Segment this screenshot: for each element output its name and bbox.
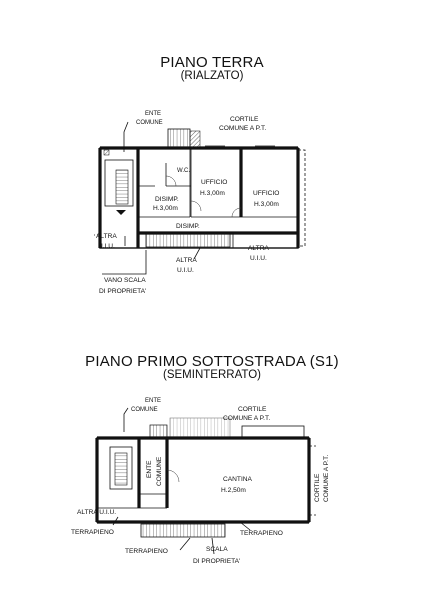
- label-wc: W.C.: [177, 168, 190, 174]
- label-cortile-comune: COMUNE A P.T.: [219, 125, 267, 132]
- label-altra-left: ALTRA: [96, 233, 117, 240]
- label-ufficio-2: UFFICIO: [253, 190, 280, 197]
- label-disimp-1-height: H.3,00m: [153, 205, 178, 212]
- label-disimp-2: DISIMP.: [176, 223, 200, 230]
- ground-floor-subtitle: (RIALZATO): [180, 70, 244, 82]
- label-height-2: H.3,00m: [254, 201, 279, 208]
- label-height-1: H.3,00m: [200, 190, 225, 197]
- ground-floor-plan: [94, 111, 305, 295]
- basement-outline: [97, 438, 309, 522]
- label-cortile-right: CORTILE: [314, 473, 321, 502]
- label-cantina: CANTINA: [223, 476, 252, 483]
- label-cantina-height: H.2,50m: [221, 487, 246, 494]
- label-terrapieno-right: TERRAPIENO: [240, 530, 283, 537]
- label-terrapieno-bottom: TERRAPIENO: [125, 548, 168, 555]
- basement-title: PIANO PRIMO SOTTOSTRADA (S1): [85, 353, 339, 370]
- label-basement-comune: COMUNE: [131, 407, 158, 413]
- label-disimp-1: DISIMP.: [155, 196, 179, 203]
- label-altra-bottom: ALTRA: [176, 257, 197, 264]
- basement-walls: [97, 408, 316, 554]
- label-altra-right: ALTRA: [248, 245, 269, 252]
- ground-floor-entry-stair: [168, 129, 190, 148]
- label-ente: ENTE: [145, 111, 162, 117]
- label-basement-cortile-comune: COMUNE A P.T.: [223, 415, 271, 422]
- basement-plan: [71, 398, 330, 565]
- label-basement-di-proprieta: DI PROPRIETA': [193, 558, 241, 565]
- label-comune: COMUNE: [136, 120, 163, 126]
- basement-light-well: [170, 418, 230, 438]
- label-uiu-bottom: U.I.U.: [177, 267, 194, 274]
- label-vano-scala: VANO SCALA: [104, 277, 146, 284]
- label-ufficio-1: UFFICIO: [201, 179, 228, 186]
- label-uiu-left: U.I.U.: [98, 243, 115, 250]
- label-basement-cortile: CORTILE: [238, 406, 267, 413]
- label-di-proprieta: DI PROPRIETA': [99, 288, 147, 295]
- label-ente-vertical: ENTE: [146, 460, 153, 478]
- label-terrapieno-left: TERRAPIENO: [71, 529, 114, 536]
- ground-floor-walls: [94, 122, 305, 274]
- label-altra-uiu: ALTRA U.I.U.: [77, 509, 117, 516]
- label-uiu-right: U.I.U.: [250, 255, 267, 262]
- ground-floor-stair: [146, 233, 230, 247]
- label-scala: SCALA: [206, 546, 228, 553]
- basement-stair: [141, 524, 225, 537]
- ground-floor-title: PIANO TERRA: [160, 54, 264, 71]
- label-comune-vertical: COMUNE: [156, 456, 163, 486]
- label-cortile: CORTILE: [230, 116, 259, 123]
- label-basement-ente: ENTE: [145, 398, 162, 404]
- label-cortile-right-comune: COMUNE A P.T.: [323, 454, 330, 502]
- basement-subtitle: (SEMINTERRATO): [163, 369, 261, 381]
